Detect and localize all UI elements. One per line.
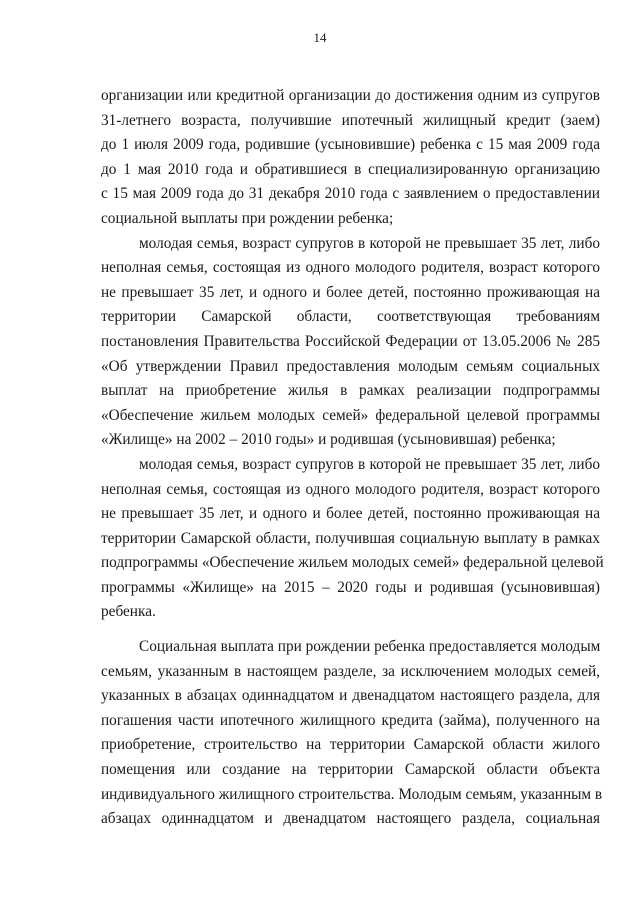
text-line: указанных в абзацах одиннадцатом и двенадцатом настоящего раздела, для <box>101 687 600 705</box>
text-line: подпрограммы «Обеспечение жильем молодых семей» федеральной целевой <box>101 554 604 572</box>
paragraph <box>101 232 600 453</box>
text-line: с 15 мая 2009 года до 31 декабря 2010 года с заявлением о предоставлении <box>101 185 600 203</box>
text-line: не превышает 35 лет, и одного и более детей, постоянно проживающая на <box>101 283 600 301</box>
text-line: помещения или создание на территории Самарской области объекта <box>101 761 600 779</box>
text-line: ребенка. <box>101 603 156 621</box>
text-line: неполная семья, состоящая из одного молодого родителя, возраст которого <box>101 480 600 498</box>
text-line: до 1 июля 2009 года, родившие (усыновившие) ребенка с 15 мая 2009 года <box>101 136 600 154</box>
document-body <box>101 84 604 832</box>
paragraph <box>101 635 603 832</box>
text-line: «Жилище» на 2002 – 2010 годы» и родившая (усыновившая) ребенка; <box>101 431 556 449</box>
text-line: программы «Жилище» на 2015 – 2020 годы и родившая (усыновившая) <box>101 578 600 596</box>
text-line: выплат на приобретение жилья в рамках реализации подпрограммы <box>101 382 600 400</box>
text-line: молодая семья, возраст супругов в которой не превышает 35 лет, либо <box>139 234 600 252</box>
text-line: погашения части ипотечного жилищного кредита (займа), полученного на <box>101 711 600 729</box>
text-line: молодая семья, возраст супругов в которой не превышает 35 лет, либо <box>139 455 600 473</box>
text-line: абзацах одиннадцатом и двенадцатом настоящего раздела, социальная <box>101 810 600 828</box>
text-line: «Об утверждении Правил предоставления молодым семьям социальных <box>101 357 600 375</box>
text-line: семьям, указанным в настоящем разделе, за исключением молодых семей, <box>101 662 600 680</box>
text-line: 31-летнего возраста, получившие ипотечный жилищный кредит (заем) <box>101 111 600 129</box>
paragraph-gap <box>101 625 600 635</box>
paragraph <box>101 84 600 232</box>
text-line: территории Самарской области, получившая социальную выплату в рамках <box>101 529 600 547</box>
text-line: не превышает 35 лет, и одного и более детей, постоянно проживающая на <box>101 505 600 523</box>
text-line: постановления Правительства Российской Федерации от 13.05.2006 № 285 <box>101 332 600 350</box>
text-line: до 1 мая 2010 года и обратившиеся в специализированную организацию <box>101 160 600 178</box>
text-line: индивидуального жилищного строительства. Молодым семьям, указанным в <box>101 785 603 803</box>
text-line: организации или кредитной организации до достижения одним из супругов <box>101 87 600 104</box>
text-line: территории Самарской области, соответствующая требованиям <box>101 308 600 326</box>
paragraph <box>101 453 604 625</box>
page-number: 14 <box>313 30 327 45</box>
text-line: Социальная выплата при рождении ребенка предоставляется молодым <box>139 638 601 656</box>
text-line: приобретение, строительство на территории Самарской области жилого <box>101 736 600 754</box>
text-line: «Обеспечение жильем молодых семей» федеральной целевой программы <box>101 406 600 424</box>
text-line: социальной выплаты при рождении ребенка; <box>101 209 394 227</box>
text-line: неполная семья, состоящая из одного молодого родителя, возраст которого <box>101 259 600 277</box>
